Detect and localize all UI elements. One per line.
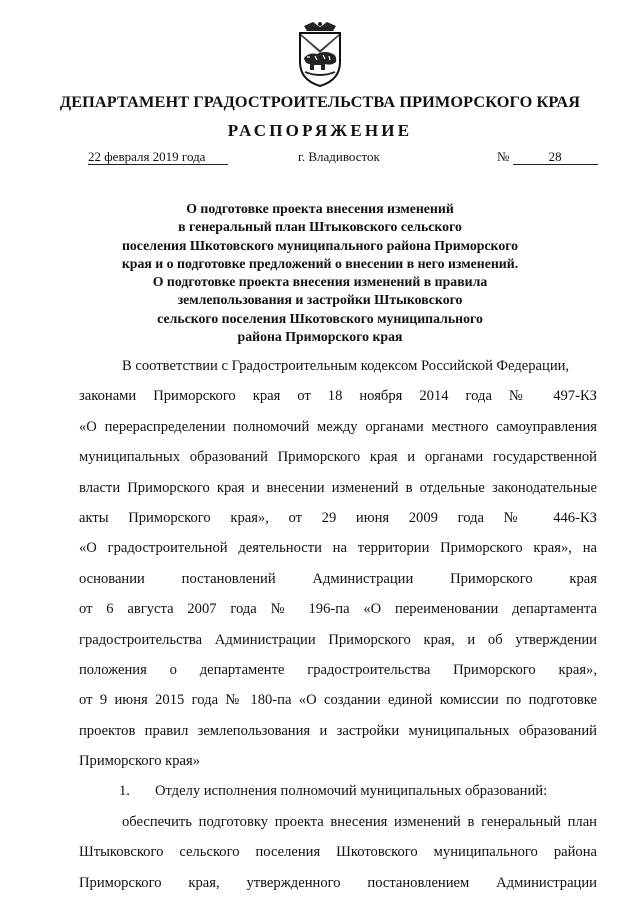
body-line: обеспечить подготовку проекта внесения изменений в генеральный план	[122, 813, 597, 830]
body-line: основании постановлений Администрации Приморского края	[79, 570, 597, 587]
title-line: в генеральный план Штыковского сельского	[178, 219, 462, 235]
body-line: «О перераспределении полномочий между органами местного самоуправления	[79, 418, 597, 435]
coat-of-arms-icon	[295, 20, 345, 88]
title-line: района Приморского края	[237, 329, 403, 345]
title-line: края и о подготовке предложений о внесении в него изменений.	[121, 255, 519, 271]
body-line: положения о департаменте градостроительства Приморского края»,	[79, 661, 597, 678]
body-line: Приморского края, утвержденного постановлением Администрации	[79, 874, 597, 891]
title-line: О подготовке проекта внесения изменений	[186, 201, 454, 216]
body-line: «О градостроительной деятельности на территории Приморского края», на	[79, 540, 597, 557]
document-title	[120, 200, 520, 346]
body-line: от 6 августа 2007 года № 196-па «О переименовании департамента	[79, 601, 597, 618]
date-value: 22 февраля 2019 года	[88, 150, 228, 165]
title-line: землепользования и застройки Штыковского	[177, 292, 463, 308]
list-item-text: Отделу исполнения полномочий муниципальных образований:	[154, 783, 548, 800]
body-line: Приморского края»	[79, 753, 201, 770]
body-line: от 9 июня 2015 года № 180-па «О создании единой комиссии по подготовке	[79, 692, 597, 709]
list-item-number: 1.	[119, 783, 130, 800]
body-line: законами Приморского края от 18 ноября 2014 года № 497-КЗ	[79, 388, 597, 405]
title-line: сельского поселения Шкотовского муниципального	[157, 310, 483, 326]
body-line: власти Приморского края и внесении изменений в отдельные законодательные	[79, 479, 597, 496]
body-line: проектов правил землепользования и застройки муниципальных образований	[79, 722, 597, 739]
body-line: муниципальных образований Приморского края и органами государственной	[79, 449, 597, 466]
body-line: градостроительства Администрации Приморского края, и об утверждении	[79, 631, 597, 648]
document-date	[88, 149, 228, 165]
title-line: поселения Шкотовского муниципального района Приморского	[121, 237, 519, 253]
number-label: №	[497, 149, 510, 164]
body-line: Штыковского сельского поселения Шкотовского муниципального района	[79, 844, 597, 861]
document-body	[79, 351, 597, 898]
body-line: акты Приморского края», от 29 июня 2009 года № 446-КЗ	[79, 509, 597, 526]
list-item	[79, 776, 597, 806]
document-number	[497, 149, 598, 165]
document-type: РАСПОРЯЖЕНИЕ	[227, 121, 413, 140]
body-line: В соответствии с Градостроительным кодексом Российской Федерации,	[122, 358, 570, 374]
title-line: О подготовке проекта внесения изменений в правила	[152, 274, 488, 290]
document-city: г. Владивосток	[298, 149, 380, 164]
number-value: 28	[513, 150, 598, 165]
department-name: ДЕПАРТАМЕНТ ГРАДОСТРОИТЕЛЬСТВА ПРИМОРСКОГО КРАЯ	[59, 92, 581, 111]
